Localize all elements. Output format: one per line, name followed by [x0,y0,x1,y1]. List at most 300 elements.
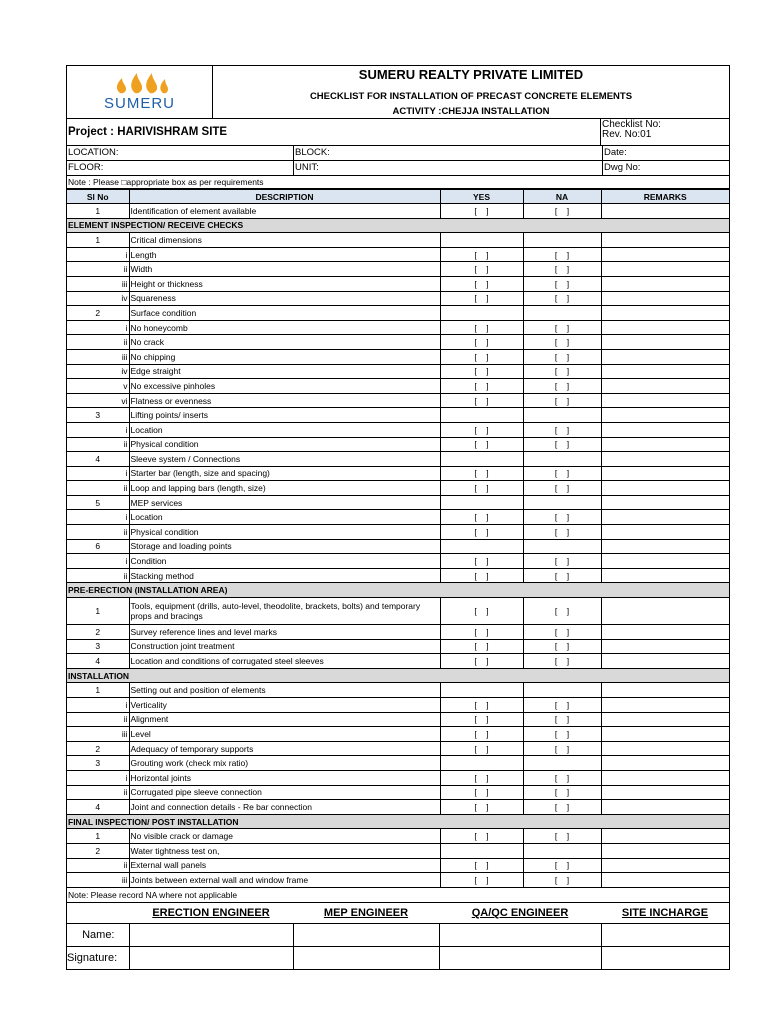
remarks-cell[interactable] [601,625,729,640]
checklist-item-row [67,843,729,858]
remarks-cell[interactable] [601,364,729,379]
remarks-cell[interactable] [601,843,729,858]
remarks-cell[interactable] [601,495,729,510]
date-field[interactable]: Date: [604,147,627,158]
row-number: 5 [67,495,129,510]
row-number: 2 [67,741,129,756]
project-row [67,119,729,146]
row-description: Surface condition [129,306,440,321]
na-checkbox[interactable]: [ ] [523,785,601,800]
row-description: MEP services [129,495,440,510]
yes-checkbox[interactable]: [ ] [440,858,523,873]
checklist-subitem-row [67,525,729,540]
yes-checkbox [440,756,523,771]
checklist-subitem-row [67,379,729,394]
row-number: 2 [67,843,129,858]
yes-checkbox[interactable]: [ ] [440,727,523,742]
signature-field-site[interactable] [601,946,729,969]
remarks-cell[interactable] [601,741,729,756]
remarks-cell[interactable] [601,727,729,742]
checklist-title: CHECKLIST FOR INSTALLATION OF PRECAST CONCRETE ELEMENTS [309,91,633,102]
na-checkbox[interactable]: [ ] [523,727,601,742]
na-checkbox[interactable]: [ ] [523,276,601,291]
yes-checkbox[interactable]: [ ] [440,598,523,625]
checklist-subitem-row [67,291,729,306]
row-description: No chipping [129,349,440,364]
yes-checkbox[interactable]: [ ] [440,320,523,335]
yes-checkbox[interactable]: [ ] [440,829,523,844]
signature-field-erection[interactable] [129,946,293,969]
yes-checkbox[interactable]: [ ] [440,625,523,640]
checklist-subitem-row [67,770,729,785]
checklist-item-row [67,654,729,669]
checklist-subitem-row [67,481,729,496]
checklist-item-row [67,233,729,248]
row-number: iv [67,364,129,379]
section-title: ELEMENT INSPECTION/ RECEIVE CHECKS [67,218,729,233]
yes-checkbox [440,539,523,554]
row-description: Edge straight [129,364,440,379]
row-number: 6 [67,539,129,554]
row-number: ii [67,712,129,727]
row-number: 3 [67,408,129,423]
remarks-cell[interactable] [601,422,729,437]
checklist-item-row [67,539,729,554]
row-description: Setting out and position of elements [129,683,440,698]
row-description: Physical condition [129,437,440,452]
checklist-subitem-row [67,858,729,873]
row-number: vi [67,393,129,408]
section-header-row [67,218,729,233]
na-checkbox[interactable]: [ ] [523,598,601,625]
remarks-cell[interactable] [601,349,729,364]
name-field-qaqc[interactable] [439,923,601,946]
row-description: Verticality [129,698,440,713]
section-header-row [67,583,729,598]
column-header-row [67,190,729,204]
yes-checkbox[interactable]: [ ] [440,510,523,525]
row-number: 1 [67,829,129,844]
checklist-item-row [67,756,729,771]
row-number: i [67,554,129,569]
yes-checkbox[interactable]: [ ] [440,247,523,262]
row-description: Condition [129,554,440,569]
checklist-subitem-row [67,422,729,437]
row-number: 1 [67,204,129,219]
yes-checkbox[interactable]: [ ] [440,654,523,669]
row-description: No crack [129,335,440,350]
remarks-cell[interactable] [601,335,729,350]
yes-checkbox[interactable]: [ ] [440,741,523,756]
instruction-note: Note : Please □appropriate box as per requirements [67,176,729,189]
row-number: 2 [67,306,129,321]
yes-checkbox[interactable]: [ ] [440,276,523,291]
row-description: No honeycomb [129,320,440,335]
row-number: iv [67,291,129,306]
footer-note: Note: Please record NA where not applicable [67,888,729,903]
checklist-subitem-row [67,364,729,379]
row-number: 3 [67,756,129,771]
na-checkbox[interactable]: [ ] [523,437,601,452]
remarks-cell[interactable] [601,698,729,713]
flame-logo-icon [110,72,170,94]
yes-checkbox[interactable]: [ ] [440,554,523,569]
na-checkbox [523,233,601,248]
checklist-item-row [67,683,729,698]
row-number: iii [67,349,129,364]
na-checkbox[interactable]: [ ] [523,639,601,654]
yes-checkbox[interactable]: [ ] [440,291,523,306]
name-label: Name: [67,923,129,946]
row-description: Location [129,422,440,437]
yes-checkbox[interactable]: [ ] [440,568,523,583]
na-checkbox[interactable]: [ ] [523,247,601,262]
row-number: iii [67,276,129,291]
yes-checkbox[interactable]: [ ] [440,873,523,888]
na-checkbox [523,306,601,321]
yes-checkbox[interactable]: [ ] [440,204,523,219]
remarks-cell[interactable] [601,204,729,219]
yes-checkbox [440,233,523,248]
row-number: i [67,510,129,525]
project-name: Project : HARIVISHRAM SITE [68,126,228,138]
na-checkbox[interactable]: [ ] [523,525,601,540]
na-checkbox[interactable]: [ ] [523,654,601,669]
checklist-item-row [67,452,729,467]
na-checkbox[interactable]: [ ] [523,858,601,873]
yes-checkbox [440,452,523,467]
row-description: Flatness or evenness [129,393,440,408]
checklist-item-row [67,408,729,423]
yes-checkbox[interactable]: [ ] [440,262,523,277]
row-description: Corrugated pipe sleeve connection [129,785,440,800]
checklist-subitem-row [67,335,729,350]
company-logo [67,66,213,118]
location-field[interactable]: LOCATION: [67,146,294,160]
row-description: Construction joint treatment [129,639,440,654]
row-description: No excessive pinholes [129,379,440,394]
row-number: 2 [67,625,129,640]
role-erection-engineer: ERECTION ENGINEER [152,906,270,919]
section-header-row [67,668,729,683]
remarks-cell[interactable] [601,568,729,583]
row-number: 1 [67,233,129,248]
checklist-item-row [67,495,729,510]
checklist-subitem-row [67,873,729,888]
checklist-subitem-row [67,510,729,525]
row-number: ii [67,525,129,540]
yes-checkbox[interactable]: [ ] [440,639,523,654]
na-checkbox[interactable]: [ ] [523,741,601,756]
na-checkbox[interactable]: [ ] [523,510,601,525]
row-description: Location [129,510,440,525]
na-checkbox[interactable]: [ ] [523,466,601,481]
na-checkbox[interactable]: [ ] [523,625,601,640]
remarks-cell[interactable] [601,800,729,815]
na-checkbox[interactable]: [ ] [523,291,601,306]
na-checkbox[interactable]: [ ] [523,554,601,569]
checklist-subitem-row [67,785,729,800]
row-number: 4 [67,800,129,815]
row-description: Survey reference lines and level marks [129,625,440,640]
yes-checkbox [440,495,523,510]
rev-no: Rev. No:01 [602,129,652,140]
remarks-cell[interactable] [601,712,729,727]
na-checkbox [523,495,601,510]
block-field[interactable]: BLOCK: [294,146,603,160]
row-number: ii [67,785,129,800]
na-checkbox [523,452,601,467]
section-title: PRE-ERECTION (INSTALLATION AREA) [67,583,729,598]
col-remarks: REMARKS [601,190,729,204]
row-number: i [67,466,129,481]
yes-checkbox[interactable]: [ ] [440,466,523,481]
checklist-subitem-row [67,568,729,583]
na-checkbox[interactable]: [ ] [523,698,601,713]
yes-checkbox[interactable]: [ ] [440,770,523,785]
na-checkbox [523,683,601,698]
na-checkbox [523,843,601,858]
checklist-item-row [67,829,729,844]
signature-field-qaqc[interactable] [439,946,601,969]
na-checkbox[interactable]: [ ] [523,770,601,785]
checklist-table [67,189,729,888]
row-description: Length [129,247,440,262]
row-description: Height or thickness [129,276,440,291]
remarks-cell[interactable] [601,320,729,335]
na-checkbox [523,408,601,423]
na-checkbox[interactable]: [ ] [523,712,601,727]
name-row [67,923,729,946]
row-number: i [67,247,129,262]
checklist-item-row [67,598,729,625]
yes-checkbox[interactable]: [ ] [440,800,523,815]
signature-label: Signature: [67,946,129,969]
row-description: Joint and connection details - Re bar connection [129,800,440,815]
na-checkbox[interactable]: [ ] [523,422,601,437]
remarks-cell[interactable] [601,276,729,291]
remarks-cell[interactable] [601,510,729,525]
unit-field[interactable]: UNIT: [294,161,603,175]
row-description: Width [129,262,440,277]
na-checkbox[interactable]: [ ] [523,349,601,364]
row-description: Tools, equipment (drills, auto-level, theodolite, brackets, bolts) and temporary props and bracings [129,598,440,625]
checklist-item-row [67,625,729,640]
company-name: SUMERU REALTY PRIVATE LIMITED [358,67,584,82]
remarks-cell[interactable] [601,554,729,569]
yes-checkbox[interactable]: [ ] [440,698,523,713]
name-field-erection[interactable] [129,923,293,946]
row-description: Critical dimensions [129,233,440,248]
checklist-subitem-row [67,276,729,291]
row-description: External wall panels [129,858,440,873]
checklist-subitem-row [67,466,729,481]
remarks-cell[interactable] [601,539,729,554]
section-title: FINAL INSPECTION/ POST INSTALLATION [67,814,729,829]
remarks-cell[interactable] [601,785,729,800]
row-description: Grouting work (check mix ratio) [129,756,440,771]
yes-checkbox[interactable]: [ ] [440,422,523,437]
na-checkbox[interactable]: [ ] [523,393,601,408]
na-checkbox[interactable]: [ ] [523,364,601,379]
floor-field[interactable]: FLOOR: [67,161,294,175]
yes-checkbox[interactable]: [ ] [440,712,523,727]
signature-field-mep[interactable] [293,946,439,969]
na-checkbox[interactable]: [ ] [523,481,601,496]
row-description: Identification of element available [129,204,440,219]
yes-checkbox[interactable]: [ ] [440,525,523,540]
remarks-cell[interactable] [601,873,729,888]
remarks-cell[interactable] [601,525,729,540]
row-number: ii [67,437,129,452]
checklist-item-row [67,204,729,219]
row-description: Sleeve system / Connections [129,452,440,467]
info-row-1 [67,146,729,161]
signoff-roles-row [67,903,729,924]
checklist-subitem-row [67,393,729,408]
row-number: 4 [67,452,129,467]
row-description: Water tightness test on, [129,843,440,858]
remarks-cell[interactable] [601,379,729,394]
yes-checkbox[interactable]: [ ] [440,437,523,452]
checklist-subitem-row [67,320,729,335]
row-description: Level [129,727,440,742]
na-checkbox [523,756,601,771]
remarks-cell[interactable] [601,481,729,496]
col-yes: YES [440,190,523,204]
name-field-site[interactable] [601,923,729,946]
na-checkbox[interactable]: [ ] [523,568,601,583]
checklist-subitem-row [67,247,729,262]
remarks-cell[interactable] [601,291,729,306]
checklist-item-row [67,741,729,756]
remarks-cell[interactable] [601,829,729,844]
checklist-subitem-row [67,349,729,364]
activity-title: ACTIVITY :CHEJJA INSTALLATION [392,106,550,117]
na-checkbox[interactable]: [ ] [523,379,601,394]
row-number: ii [67,858,129,873]
checklist-item-row [67,306,729,321]
row-description: Alignment [129,712,440,727]
checklist-subitem-row [67,262,729,277]
row-description: Loop and lapping bars (length, size) [129,481,440,496]
yes-checkbox[interactable]: [ ] [440,379,523,394]
row-number: i [67,422,129,437]
remarks-cell[interactable] [601,233,729,248]
na-checkbox[interactable]: [ ] [523,800,601,815]
na-checkbox [523,539,601,554]
yes-checkbox[interactable]: [ ] [440,393,523,408]
remarks-cell[interactable] [601,262,729,277]
remarks-cell[interactable] [601,393,729,408]
remarks-cell[interactable] [601,683,729,698]
na-checkbox[interactable]: [ ] [523,262,601,277]
col-na: NA [523,190,601,204]
name-field-mep[interactable] [293,923,439,946]
signoff-table [67,903,729,969]
row-number: ii [67,481,129,496]
yes-checkbox [440,683,523,698]
yes-checkbox [440,306,523,321]
remarks-cell[interactable] [601,858,729,873]
col-sl-no: Sl No [67,190,129,204]
row-number: i [67,770,129,785]
remarks-cell[interactable] [601,756,729,771]
checklist-subitem-row [67,437,729,452]
row-number: ii [67,262,129,277]
yes-checkbox[interactable]: [ ] [440,481,523,496]
checklist-subitem-row [67,698,729,713]
remarks-cell[interactable] [601,247,729,262]
checklist-item-row [67,800,729,815]
row-description: No visible crack or damage [129,829,440,844]
yes-checkbox [440,408,523,423]
row-description: Adequacy of temporary supports [129,741,440,756]
row-description: Storage and loading points [129,539,440,554]
row-number: v [67,379,129,394]
remarks-cell[interactable] [601,654,729,669]
dwg-no-field[interactable]: Dwg No: [604,162,641,173]
role-mep-engineer: MEP ENGINEER [323,906,409,919]
row-number: ii [67,335,129,350]
row-description: Stacking method [129,568,440,583]
row-number: 1 [67,683,129,698]
remarks-cell[interactable] [601,408,729,423]
remarks-cell[interactable] [601,437,729,452]
remarks-cell[interactable] [601,466,729,481]
row-number: i [67,698,129,713]
row-description: Joints between external wall and window frame [129,873,440,888]
na-checkbox[interactable]: [ ] [523,829,601,844]
remarks-cell[interactable] [601,770,729,785]
yes-checkbox[interactable]: [ ] [440,785,523,800]
checklist-no-field[interactable]: Checklist No: [602,119,661,130]
remarks-cell[interactable] [601,306,729,321]
row-number: 1 [67,598,129,625]
role-site-incharge: SITE INCHARGE [621,906,709,919]
checklist-meta [600,119,729,145]
remarks-cell[interactable] [601,452,729,467]
checklist-subitem-row [67,712,729,727]
na-checkbox[interactable]: [ ] [523,320,601,335]
row-number: iii [67,873,129,888]
signature-row [67,946,729,969]
yes-checkbox [440,843,523,858]
row-number: i [67,320,129,335]
document-header [67,66,729,119]
na-checkbox[interactable]: [ ] [523,204,601,219]
yes-checkbox[interactable]: [ ] [440,364,523,379]
checklist-subitem-row [67,727,729,742]
row-number: 3 [67,639,129,654]
row-description: Location and conditions of corrugated steel sleeves [129,654,440,669]
yes-checkbox[interactable]: [ ] [440,335,523,350]
remarks-cell[interactable] [601,639,729,654]
na-checkbox[interactable]: [ ] [523,335,601,350]
title-block [213,66,729,118]
col-description: DESCRIPTION [129,190,440,204]
remarks-cell[interactable] [601,598,729,625]
logo-wordmark: SUMERU [103,95,175,112]
checklist-item-row [67,639,729,654]
na-checkbox[interactable]: [ ] [523,873,601,888]
yes-checkbox[interactable]: [ ] [440,349,523,364]
row-description: Horizontal joints [129,770,440,785]
row-description: Starter bar (length, size and spacing) [129,466,440,481]
section-title: INSTALLATION [67,668,729,683]
row-number: iii [67,727,129,742]
role-qa-qc-engineer: QA/QC ENGINEER [471,906,569,919]
